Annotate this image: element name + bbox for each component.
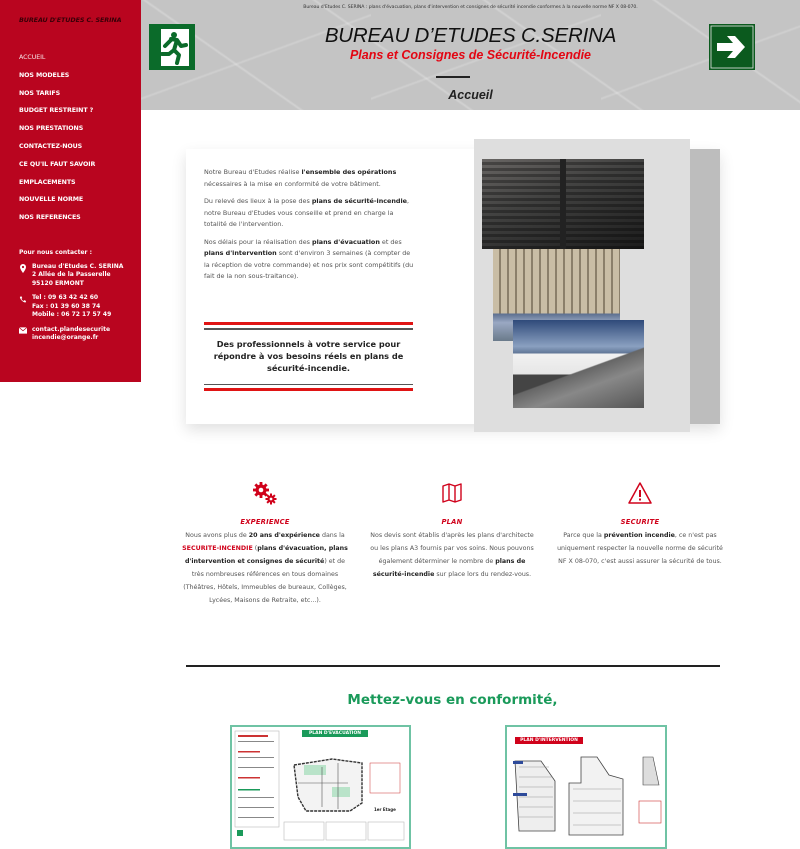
address-line-3: 95120 ERMONT	[32, 279, 84, 287]
intro-paragraph-1: Notre Bureau d'Etudes réalise l'ensemble des opérations nécessaires à la mise en conformité de votre bâtiment.	[204, 168, 397, 188]
phone-mobile[interactable]: Mobile : 06 72 17 57 49	[32, 311, 112, 318]
phone-fax: Fax : 01 39 60 38 74	[32, 302, 101, 310]
phone-tel[interactable]: Tel : 09 63 42 42 60	[32, 294, 99, 301]
phone-icon	[19, 295, 27, 304]
nav-item-emplacements[interactable]: EMPLACEMENTS	[19, 178, 76, 186]
intro-paragraph-2: Du relevé des lieux à la pose des plans de sécurité-incendie, notre Bureau d'Etudes vous conseille et prend en charge la totalité de l'intervention.	[204, 197, 410, 228]
header-divider	[436, 76, 470, 78]
page-header	[141, 0, 800, 110]
email-line-2[interactable]: incendie@orange.fr	[32, 334, 99, 341]
divider-gray	[204, 384, 413, 386]
contact-title: Pour nous contacter :	[19, 249, 92, 256]
nav-item-nos-references[interactable]: NOS REFERENCES	[19, 214, 81, 222]
nav-item-nos-prestations[interactable]: NOS PRESTATIONS	[19, 125, 84, 133]
feature-text: Nos devis sont établis d'après les plans d'architecte ou les plans A3 fournis par vos soins. Nous pouvons également déterminer le nombre de plans de sécurité-incendie sur place lors du rendez-vous.	[370, 532, 534, 578]
nav-item-contactez-nous[interactable]: CONTACTEZ-NOUS	[19, 142, 83, 150]
email-line-1[interactable]: contact.plandesecurite	[32, 325, 111, 333]
intro-paragraph-3: Nos délais pour la réalisation des plans d'évacuation et des plans d'intervention sont d'environ 3 semaines (à compter de la réception de votre commande) et nos prix sont compétitifs (du fait de la non sous-traitance).	[204, 237, 414, 280]
feature-title: PLAN	[441, 518, 463, 526]
photo-modern-towers	[482, 159, 644, 249]
quote-text: Des professionnels à votre service pour répondre à vos besoins réels en plans de sécurité-incendie.	[213, 338, 404, 373]
header-tagline: Bureau d'Etudes C. SERINA : plans d'évacuation, plans d'intervention et consignes de sécurité incendie conformes à la nouvelle norme NF X 08-070.	[303, 5, 638, 10]
site-subtitle: Plans et Consignes de Sécurité-Incendie	[349, 48, 592, 62]
feature-plan	[367, 481, 537, 581]
svg-text:1er Etage: 1er Etage	[374, 807, 396, 812]
cta-heading: Mettez-vous en conformité,	[347, 692, 558, 708]
contact-address	[19, 263, 123, 289]
nav-item-nos-modeles[interactable]: NOS MODELES	[19, 71, 70, 79]
main-nav	[19, 54, 95, 232]
evacuation-plan-drawing	[232, 727, 409, 847]
nav-item-nouvelle-norme[interactable]: NOUVELLE NORME	[19, 196, 84, 204]
arrow-right-sign-icon	[709, 24, 755, 70]
nav-item-nos-tarifs[interactable]: NOS TARIFS	[19, 89, 61, 97]
feature-securite	[555, 481, 725, 568]
feature-title: SECURITE	[620, 518, 660, 526]
warning-icon	[627, 481, 653, 505]
feature-experience	[180, 481, 350, 607]
address-line-1: Bureau d'Etudes C. SERINA	[32, 262, 124, 270]
sidebar	[0, 0, 141, 382]
plan-banner: PLAN D'INTERVENTION	[515, 737, 583, 744]
envelope-icon	[19, 327, 27, 334]
intervention-plan-drawing	[507, 727, 665, 847]
map-pin-icon	[19, 264, 27, 273]
divider-red	[204, 388, 413, 391]
section-divider	[186, 665, 720, 667]
address-line-2: 2 Allée de la Passerelle	[32, 271, 111, 278]
site-title: BUREAU D’ETUDES C.SERINA	[324, 24, 617, 47]
plan-banner: PLAN D'EVACUATION	[302, 730, 368, 737]
divider-red	[204, 322, 413, 325]
feature-text: Nous avons plus de 20 ans d'expérience dans la SECURITE-INCENDIE (plans d'évacuation, plans d'intervention et consignes de sécurité) et de très nombreuses références en tous domaines (Théâtres, Hôtels, Immeubles de bureaux, Collèges, Lycées, Maisons de Retraite, etc...).	[182, 532, 348, 604]
contact-phones	[19, 294, 123, 320]
nav-item-ce-quil-faut-savoir[interactable]: CE QU'IL FAUT SAVOIR	[19, 160, 96, 168]
page-title: Accueil	[448, 88, 493, 102]
quote-box	[204, 322, 413, 391]
nav-item-accueil[interactable]: ACCUEIL	[19, 54, 46, 61]
building-photo-collage	[474, 139, 690, 432]
nav-item-budget-restreint[interactable]: BUDGET RESTREINT ?	[19, 107, 94, 115]
feature-title: EXPERIENCE	[240, 518, 290, 526]
contact-block	[19, 249, 123, 349]
gears-icon	[252, 481, 278, 505]
map-icon	[440, 481, 464, 505]
sidebar-brand[interactable]: BUREAU D'ETUDES C. SERINA	[19, 16, 122, 24]
contact-email	[19, 326, 123, 343]
feature-text: Parce que la prévention incendie, ce n'est pas uniquement respecter la nouvelle norme de sécurité NF X 08-070, c'est aussi assurer la sécurité de tous.	[557, 532, 723, 565]
intro-text	[204, 167, 416, 289]
plan-intervention-thumbnail[interactable]	[505, 725, 667, 849]
plan-evacuation-thumbnail[interactable]	[230, 725, 411, 849]
photo-white-building-walkway	[513, 320, 644, 408]
